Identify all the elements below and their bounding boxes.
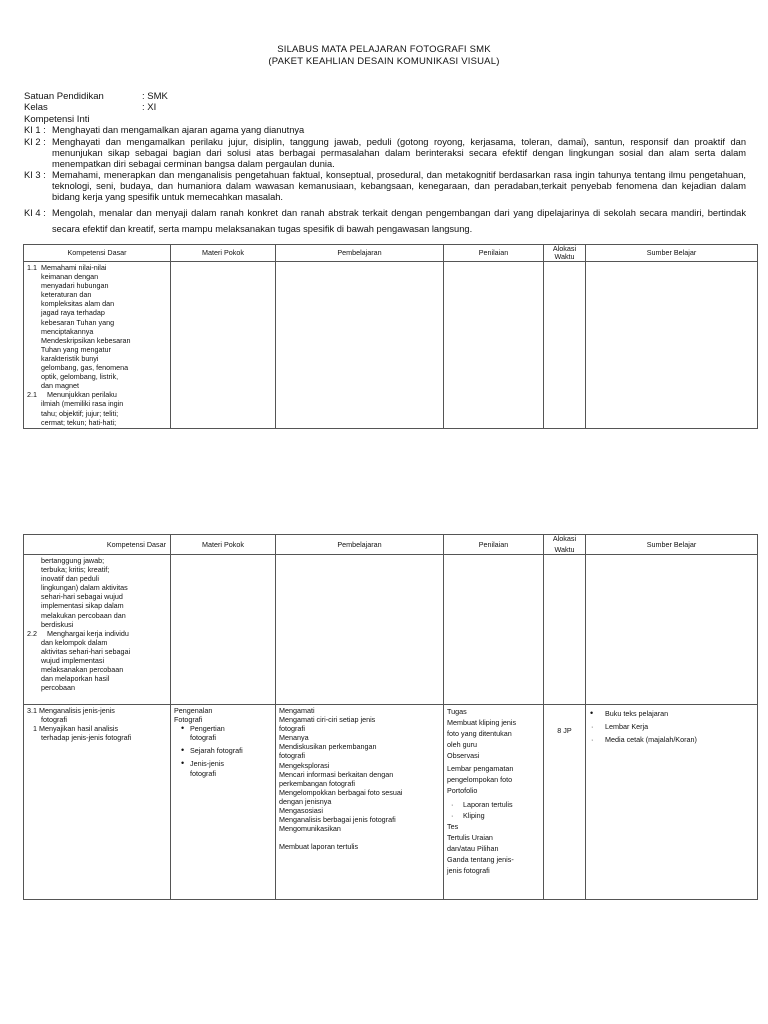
kd-line: terbuka; kritis; kreatif; xyxy=(27,565,110,575)
pembelajaran-line: perkembangan fotografi xyxy=(279,778,355,788)
kd-lines xyxy=(24,705,170,743)
pembelajaran-line: Mengasosiasi xyxy=(279,806,323,816)
materi-title-line: Fotografi xyxy=(174,715,203,725)
ki-text: Menghayati dan mengamalkan ajaran agama yang dianutnya xyxy=(52,125,305,135)
kd-line: keteraturan dan xyxy=(27,290,92,300)
materi-item xyxy=(180,724,272,742)
pembelajaran-line: Membuat laporan tertulis xyxy=(279,842,359,852)
sumber-cell xyxy=(586,555,758,705)
pembelajaran-line: Mengamati xyxy=(279,706,315,715)
sumber-cell xyxy=(586,705,758,900)
kd-line: melaksanakan percobaan xyxy=(27,665,124,675)
ki-label: KI 1 : xyxy=(24,125,46,135)
kd-line: bertanggung jawab; xyxy=(27,556,105,565)
tugas-lines xyxy=(447,717,540,750)
pembelajaran-line: dengan jenisnya xyxy=(279,796,332,806)
table-header-row xyxy=(24,535,758,555)
pembelajaran-line: fotografi xyxy=(279,724,305,734)
pembelajaran-line: Mengelompokkan berbagai foto sesuai xyxy=(279,787,403,797)
alokasi-cell xyxy=(544,262,586,429)
portofolio-items xyxy=(449,799,540,821)
portofolio-item: · Kliping xyxy=(449,810,540,821)
pembelajaran-line: Menanya xyxy=(279,733,309,743)
pembelajaran-line: Mengomunikasikan xyxy=(279,824,341,834)
alokasi-line-2: Waktu xyxy=(554,252,575,261)
kd-line: lingkungan) dalam aktivitas xyxy=(27,583,128,593)
materi-item xyxy=(180,746,272,755)
penilaian-portofolio: Portofolio xyxy=(447,786,478,795)
kd-line: menciptakannya xyxy=(27,326,94,336)
kd-line: gelombang, gas, fenomena xyxy=(27,363,129,373)
materi-list xyxy=(180,724,272,777)
pembelajaran-lines xyxy=(276,705,443,853)
tugas-line: oleh guru xyxy=(447,740,477,749)
kd-line: tahu; objektif; jujur; teliti; xyxy=(27,408,119,418)
kd-line: terhadap jenis-jenis fotografi xyxy=(27,733,132,743)
materi-item-line: • Sejarah fotografi xyxy=(190,746,243,756)
kelas-label: Kelas xyxy=(24,102,48,113)
kd-cell xyxy=(24,705,171,900)
ki-1 xyxy=(24,125,746,136)
pembelajaran-line: fotografi xyxy=(279,751,305,761)
document-subtitle: (PAKET KEAHLIAN DESAIN KOMUNIKASI VISUAL) xyxy=(268,56,500,67)
kd-line: 1.1 Memahami nilai-nilai xyxy=(27,263,107,272)
tes-lines xyxy=(447,832,540,876)
pembelajaran-line: Mendiskusikan perkembangan xyxy=(279,742,377,752)
alokasi-cell xyxy=(544,555,586,705)
penilaian-content xyxy=(444,705,543,877)
observasi-line: Lembar pengamatan xyxy=(447,764,514,773)
pembelajaran-line: Mengamati ciri-ciri setiap jenis xyxy=(279,715,376,725)
document-title: SILABUS MATA PELAJARAN FOTOGRAFI SMK xyxy=(277,44,491,55)
kd-line: Tuhan yang mengatur xyxy=(27,344,111,354)
ki-text: Memahami, menerapkan dan menganalisis pengetahuan faktual, konseptual, prosedural, dan metakognitif berdasarkan rasa ingin tahunya tentang ilmu pengetahuan, teknologi, seni, budaya, dan humaniora dalam wawasan kemanusiaan, kebangsaan, kenegaraan, dan peradaban,terkait penyebab fenomena dan kejadian dalam bidang kerja yang spesifik untuk memecahkan masalah. xyxy=(52,170,746,203)
materi-item-line: • Pengertian xyxy=(190,724,225,734)
kd-line: melakukan percobaan dan xyxy=(27,610,126,620)
alokasi-line-1: Alokasi xyxy=(552,244,577,253)
pembelajaran-line: Menganalisis berbagai jenis fotografi xyxy=(279,815,396,825)
observasi-line: pengelompokan foto xyxy=(447,775,513,784)
header-penilaian: Penilaian xyxy=(444,245,544,262)
alokasi-line-1: Alokasi xyxy=(552,534,577,543)
penilaian-tes: Tes xyxy=(447,822,459,831)
kd-line: 1 Menyajikan hasil analisis xyxy=(27,724,119,734)
kd-line: cermat; tekun; hati-hati; xyxy=(27,417,117,427)
penilaian-tugas: Tugas xyxy=(447,707,467,716)
ki-3 xyxy=(24,170,746,204)
kd-line: optik, gelombang, listrik, xyxy=(27,372,119,382)
portofolio-item: · Laporan tertulis xyxy=(449,799,540,810)
kd-line: dan melaporkan hasil xyxy=(27,674,110,684)
materi-item xyxy=(180,759,272,777)
sumber-item: · Lembar Kerja xyxy=(589,720,754,733)
penilaian-cell xyxy=(444,705,544,900)
tes-line: Tertulis Uraian xyxy=(447,833,493,842)
tes-line: dan/atau Pilihan xyxy=(447,844,499,853)
materi-cell xyxy=(171,262,276,429)
table-header-row xyxy=(24,245,758,262)
penilaian-cell xyxy=(444,555,544,705)
ki-text: Menghayati dan mengamalkan perilaku jujur, disiplin, tanggung jawab, peduli (gotong royong, kerjasama, toleran, damai), santun, responsif dan proaktif dan menunjukan sikap sebagai bagian dari solusi atas berbagai permasalahan dalam berinteraksi secara efektif dengan lingkungan sosial dan alam serta dalam menempatkan diri sebagai cerminan bangsa dalam pergaulan dunia. xyxy=(52,137,746,170)
kd-line: Mendeskripsikan kebesaran xyxy=(27,335,131,345)
satuan-value: : SMK xyxy=(142,91,168,102)
kelas-value: : XI xyxy=(142,102,157,113)
pembelajaran-line: Mengeksplorasi xyxy=(279,760,330,770)
alokasi-line-2: Waktu xyxy=(554,545,575,554)
tugas-line: Membuat kliping jenis xyxy=(447,718,517,727)
ki-4 xyxy=(24,205,746,237)
pembelajaran-cell xyxy=(276,555,444,705)
header-materi-pokok: Materi Pokok xyxy=(171,535,276,555)
penilaian-cell xyxy=(444,262,544,429)
header-materi-pokok: Materi Pokok xyxy=(171,245,276,262)
materi-item-line: fotografi xyxy=(190,733,216,743)
kd-line: kebesaran Tuhan yang xyxy=(27,317,115,327)
header-kompetensi-dasar: Kompetensi Dasar xyxy=(24,535,171,555)
kd-line: karakteristik bunyi xyxy=(27,353,99,363)
table-row xyxy=(24,555,758,705)
kd-line: fotografi xyxy=(27,715,67,725)
sumber-cell xyxy=(586,262,758,429)
kd-line: dan kelompok dalam xyxy=(27,637,108,647)
silabus-table-1 xyxy=(23,244,758,429)
kd-line: keimanan dengan xyxy=(27,272,99,282)
kd-line: jagad raya terhadap xyxy=(27,308,105,318)
kd-lines xyxy=(24,262,170,428)
sumber-item: • Buku teks pelajaran xyxy=(589,707,754,720)
kd-line: kompleksitas alam dan xyxy=(27,299,115,309)
observasi-lines xyxy=(447,763,540,785)
pembelajaran-cell xyxy=(276,262,444,429)
tes-line: Ganda tentang jenis- xyxy=(447,855,514,864)
sumber-item: · Media cetak (majalah/Koran) xyxy=(589,733,754,746)
table-row xyxy=(24,262,758,429)
kd-line: aktivitas sehari-hari sebagai xyxy=(27,646,131,656)
ki-label: KI 2 : xyxy=(24,137,46,147)
kompetensi-inti-heading: Kompetensi Inti xyxy=(24,114,90,125)
kd-line: berdiskusi xyxy=(27,619,74,629)
penilaian-observasi: Observasi xyxy=(447,751,480,760)
header-pembelajaran: Pembelajaran xyxy=(276,245,444,262)
materi-title-line: Pengenalan xyxy=(174,706,213,715)
satuan-label: Satuan Pendidikan xyxy=(24,91,104,102)
kd-cell xyxy=(24,262,171,429)
materi-content xyxy=(171,705,275,783)
materi-cell xyxy=(171,555,276,705)
kd-line: ilmiah (memiliki rasa ingin xyxy=(27,399,124,409)
kd-line: sehari-hari sebagai wujud xyxy=(27,592,123,602)
header-kompetensi-dasar: Kompetensi Dasar xyxy=(24,245,171,262)
pembelajaran-cell xyxy=(276,705,444,900)
materi-item-line: fotografi xyxy=(190,768,216,778)
materi-cell xyxy=(171,705,276,900)
kd-line: 2.2 Menghargai kerja individu xyxy=(27,628,129,638)
header-sumber-belajar: Sumber Belajar xyxy=(586,535,758,555)
pembelajaran-line: Mencari informasi berkaitan dengan xyxy=(279,769,394,779)
header-pembelajaran: Pembelajaran xyxy=(276,535,444,555)
materi-item-line: • Jenis-jenis xyxy=(190,759,224,769)
tugas-line: foto yang ditentukan xyxy=(447,729,512,738)
alokasi-value: 8 JP xyxy=(557,726,572,735)
ki-2 xyxy=(24,137,746,171)
kd-line: percobaan xyxy=(27,683,75,693)
kd-lines xyxy=(24,555,170,693)
kd-line: dan magnet xyxy=(27,381,79,391)
header-alokasi-waktu xyxy=(544,245,586,262)
kelas-row xyxy=(24,102,156,113)
kd-line: 2.1 Menunjukkan perilaku xyxy=(27,390,117,400)
kd-line: 3.1 Menganalisis jenis-jenis xyxy=(27,706,115,715)
header-alokasi-waktu xyxy=(544,535,586,555)
pembelajaran-line xyxy=(279,833,440,842)
kd-line: menyadari hubungan xyxy=(27,281,109,291)
sumber-list xyxy=(586,706,757,747)
ki-label: KI 4 : xyxy=(24,208,46,218)
kd-line: wujud implementasi xyxy=(27,656,105,666)
header-sumber-belajar: Sumber Belajar xyxy=(586,245,758,262)
ki-label: KI 3 : xyxy=(24,170,46,180)
header-penilaian: Penilaian xyxy=(444,535,544,555)
kd-line: inovatif dan peduli xyxy=(27,574,99,584)
table-row xyxy=(24,705,758,900)
satuan-pendidikan-row xyxy=(24,91,168,102)
kd-cell xyxy=(24,555,171,705)
kd-line: implementasi sikap dalam xyxy=(27,601,124,611)
ki-text: Mengolah, menalar dan menyaji dalam ranah konkret dan ranah abstrak terkait dengan pengembangan dari yang dipelajarinya di sekolah secara mandiri, bertindak secara efektif dan kreatif, serta mampu melaksanakan tugas spesifik di bawah pengawasan langsung. xyxy=(52,208,746,234)
silabus-table-2 xyxy=(23,534,758,900)
tes-line: jenis fotografi xyxy=(447,866,490,875)
alokasi-cell xyxy=(544,705,586,900)
